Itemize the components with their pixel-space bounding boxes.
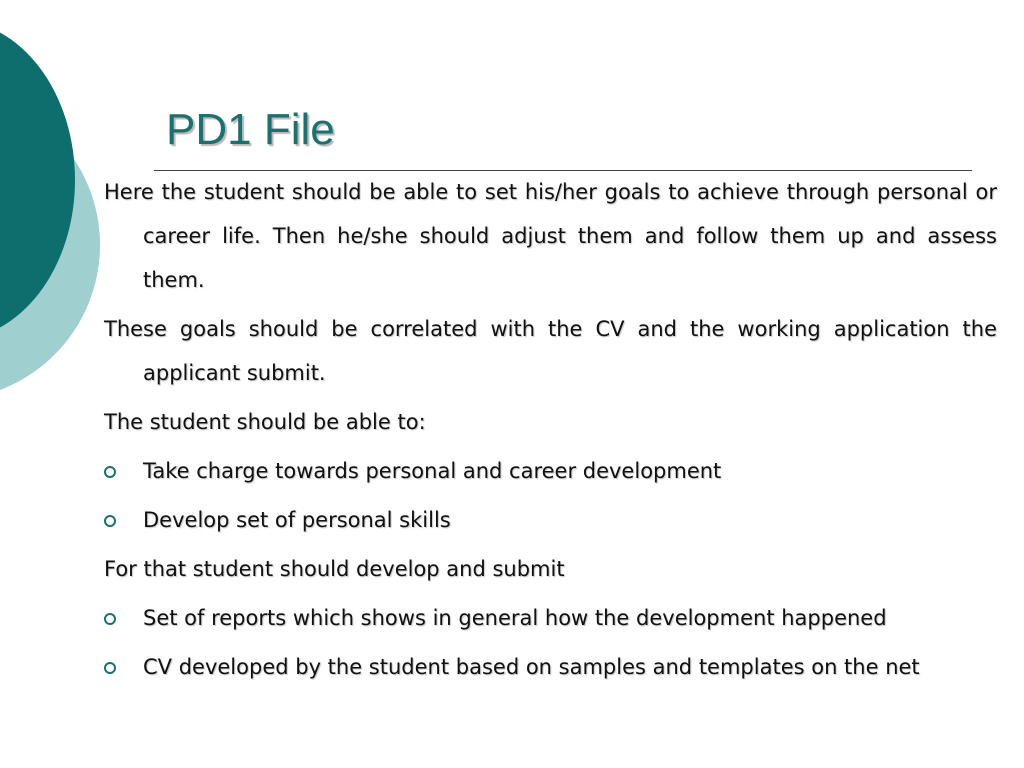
paragraph-correlation: These goals should be correlated with the CV and the working application the applicant submit.	[104, 317, 997, 385]
bullet-item	[104, 449, 997, 493]
circle-bullet-icon	[104, 515, 116, 527]
circle-bullet-icon	[104, 662, 116, 674]
bullet-item	[104, 645, 997, 689]
paragraph-submit: For that student should develop and submit	[104, 557, 565, 581]
bullet-text: Set of reports which shows in general how the development happened	[143, 606, 887, 630]
circle-bullet-icon	[104, 613, 116, 625]
paragraph-able-to: The student should be able to:	[104, 410, 426, 434]
bullet-text: CV developed by the student based on samples and templates on the net	[143, 655, 920, 679]
bullet-text: Take charge towards personal and career development	[143, 459, 722, 483]
bullet-item	[104, 498, 997, 542]
slide-title: PD1 File	[166, 105, 335, 154]
circle-bullet-icon	[104, 466, 116, 478]
bullet-item	[104, 596, 997, 640]
bullet-text: Develop set of personal skills	[143, 508, 451, 532]
slide-body	[104, 170, 997, 694]
paragraph-goals: Here the student should be able to set his/her goals to achieve through personal or career life. Then he/she should adjust them and follow them up and assess them.	[104, 180, 997, 292]
